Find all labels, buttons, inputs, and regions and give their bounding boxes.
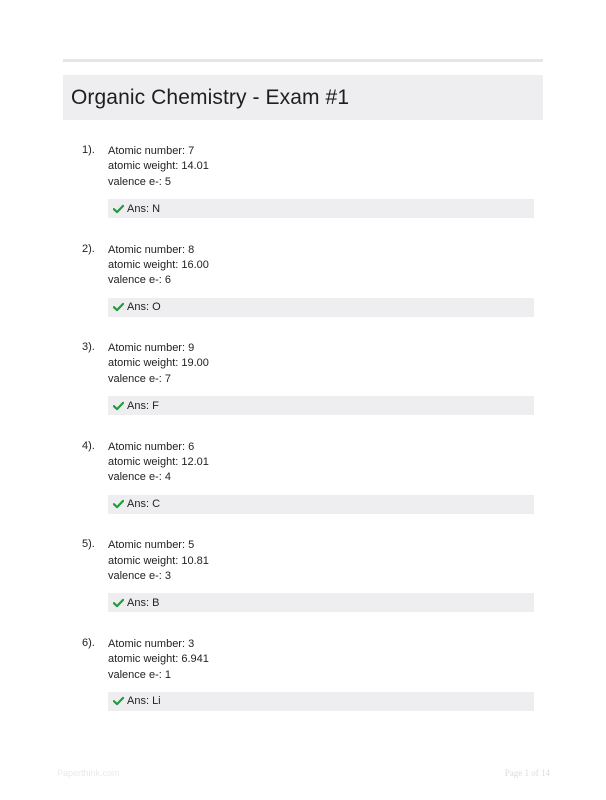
answer-box — [108, 593, 534, 612]
answer-box — [108, 692, 534, 711]
question-text — [108, 637, 209, 683]
atomic-number-line: Atomic number: 9 — [108, 342, 195, 355]
question-item — [0, 537, 606, 636]
answer-text: Ans: O — [127, 301, 161, 314]
answer-text: Ans: C — [127, 498, 161, 511]
header-divider — [63, 59, 543, 62]
answer-text: Ans: N — [127, 202, 161, 215]
question-list — [0, 143, 606, 735]
question-number: 1). — [82, 144, 95, 156]
check-icon — [113, 696, 124, 706]
atomic-number-line: Atomic number: 8 — [108, 243, 195, 256]
question-number: 4). — [82, 439, 95, 452]
valence-line: valence e-: 1 — [108, 668, 171, 681]
question-item — [0, 143, 606, 242]
atomic-weight-line: atomic weight: 14.01 — [108, 160, 209, 173]
footer-watermark: Paperthink.com — [57, 768, 120, 778]
atomic-weight-line: atomic weight: 10.81 — [108, 554, 209, 567]
check-icon — [113, 302, 124, 312]
page-number: Page 1 of 14 — [504, 768, 550, 778]
valence-line: valence e-: 4 — [108, 471, 171, 484]
check-icon — [113, 204, 124, 214]
atomic-number-line: Atomic number: 7 — [108, 145, 195, 157]
question-text — [108, 341, 209, 387]
question-number: 2). — [82, 242, 95, 255]
question-item — [0, 242, 606, 341]
atomic-weight-line: atomic weight: 16.00 — [108, 258, 209, 271]
answer-text: Ans: F — [127, 399, 159, 412]
answer-box — [108, 298, 534, 317]
question-item — [0, 439, 606, 538]
answer-text: Ans: Li — [127, 695, 161, 708]
page-title: Organic Chemistry - Exam #1 — [71, 85, 350, 109]
answer-box — [108, 396, 534, 415]
check-icon — [113, 598, 124, 608]
question-text — [108, 243, 209, 289]
atomic-weight-line: atomic weight: 12.01 — [108, 456, 209, 469]
question-text — [108, 144, 209, 190]
atomic-number-line: Atomic number: 3 — [108, 637, 195, 650]
valence-line: valence e-: 5 — [108, 175, 171, 188]
question-item — [0, 340, 606, 439]
question-item — [0, 636, 606, 735]
valence-line: valence e-: 7 — [108, 372, 171, 385]
answer-box — [108, 199, 534, 218]
atomic-weight-line: atomic weight: 6.941 — [108, 653, 209, 666]
question-number: 3). — [82, 341, 95, 354]
question-text — [108, 440, 209, 486]
question-text — [108, 538, 209, 584]
check-icon — [113, 401, 124, 411]
valence-line: valence e-: 3 — [108, 569, 171, 582]
atomic-number-line: Atomic number: 5 — [108, 539, 195, 552]
answer-box — [108, 495, 534, 514]
atomic-number-line: Atomic number: 6 — [108, 440, 195, 453]
exam-title-bar — [63, 75, 543, 120]
valence-line: valence e-: 6 — [108, 274, 171, 287]
atomic-weight-line: atomic weight: 19.00 — [108, 357, 209, 370]
answer-text: Ans: B — [127, 596, 160, 609]
question-number: 6). — [82, 636, 95, 649]
check-icon — [113, 499, 124, 509]
question-number: 5). — [82, 538, 95, 551]
